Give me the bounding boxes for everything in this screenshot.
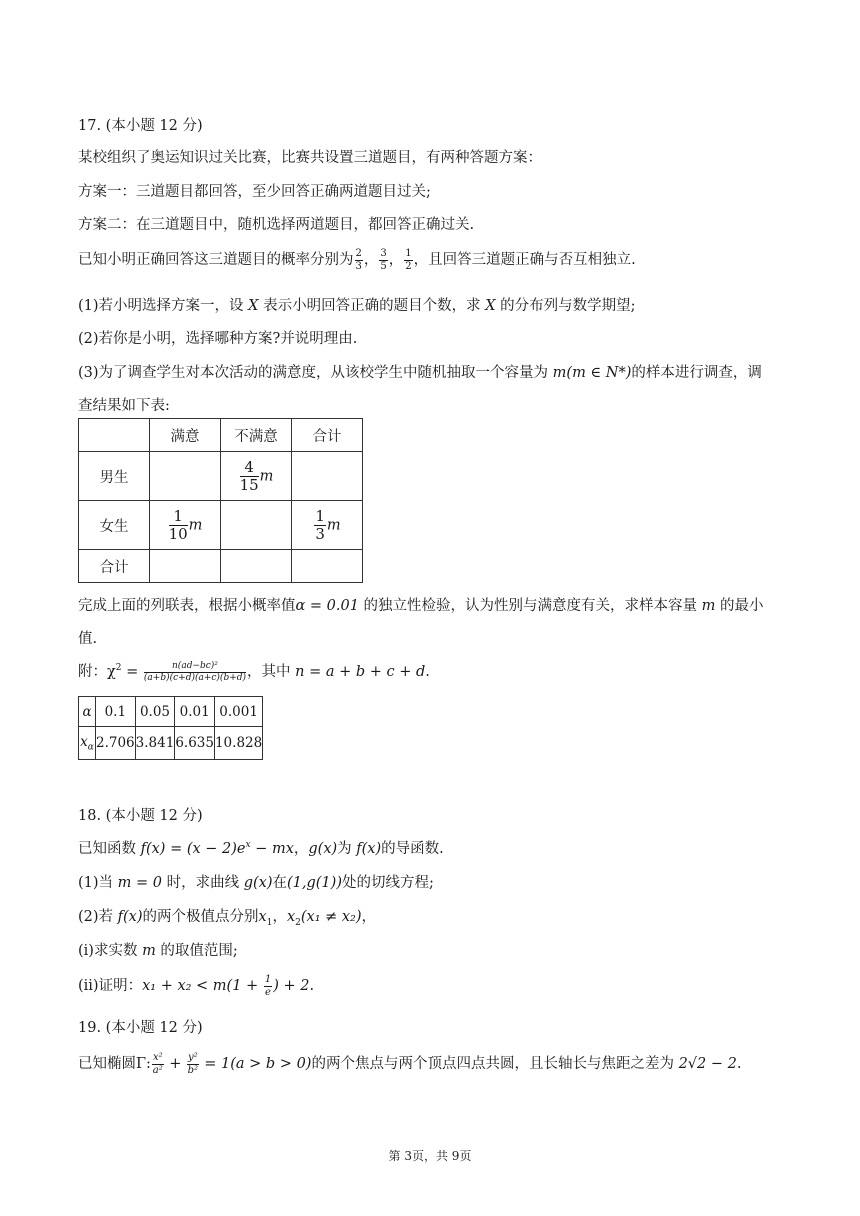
pii-end: ) + 2 [273, 978, 310, 994]
p2-x2: x [286, 909, 296, 925]
q19-eq: = 1(a > b > 0) [199, 1056, 312, 1072]
fraction-num: 1 [315, 506, 325, 525]
fraction-den: 2 [405, 260, 412, 272]
x-label: x [80, 733, 88, 750]
fraction [168, 506, 188, 543]
intro-b: ， [293, 841, 309, 857]
q18-part1 [78, 871, 434, 892]
table-header: 合计 [292, 419, 363, 452]
q17-prob-pre: 已知小明正确回答这三道题目的概率分别为 [78, 252, 354, 268]
part3-condition: (m ∈ N*) [566, 365, 632, 381]
table-cell [221, 550, 292, 583]
formula-eq: = [121, 664, 143, 680]
table-cell [292, 452, 363, 501]
table-cell [221, 452, 292, 501]
fraction [314, 506, 326, 543]
table-row [79, 419, 363, 452]
formula-end: . [425, 664, 430, 680]
fraction-num: 3 [380, 247, 387, 259]
fraction-num: 1 [264, 973, 272, 985]
table-cell [221, 501, 292, 550]
pi-a: (ⅰ)求实数 [78, 943, 143, 959]
row-label-male: 男生 [79, 452, 150, 501]
fraction-num: 1 [169, 509, 188, 526]
part3-text-b: 的样本进行调查，调 [631, 365, 762, 381]
fx2: f(x) [356, 841, 382, 857]
fx: f(x) = (x − 2)e [140, 841, 246, 857]
separator: ， [363, 252, 379, 268]
p1-d: 处的切线方程; [341, 875, 434, 891]
table-cell: 2.706 [96, 727, 136, 760]
fraction-x2 [152, 1053, 164, 1076]
table-header: 不满意 [221, 419, 292, 452]
fraction-den: 3 [315, 524, 325, 543]
q17-title: 17. (本小题 12 分) [78, 118, 203, 134]
q17-prob-line [78, 248, 636, 272]
q17-part3 [78, 361, 762, 382]
fraction [239, 457, 259, 494]
part3-text-a: (3)为了调查学生对本次活动的满意度，从该校学生中随机抽取一个容量为 [78, 365, 553, 381]
fraction-den: 5 [380, 260, 387, 272]
p2-cond: (x₁ ≠ x₂) [300, 909, 362, 925]
table-cell: 0.01 [175, 697, 215, 727]
pi-b: 的取值范围; [155, 943, 238, 959]
q17-part2: (2)若你是小明，选择哪种方案?并说明理由. [78, 331, 358, 347]
formula-n: n = a + b + c + d [295, 664, 426, 680]
q19-text-c: . [736, 1056, 742, 1072]
q18-intro [78, 837, 444, 858]
q19-text-b: 的两个焦点与两个顶点四点共圆，且长轴长与焦距之差为 [311, 1056, 679, 1072]
q17-formula [78, 660, 430, 683]
p1-b: 时，求曲线 [162, 875, 244, 891]
fx-sup: x [245, 840, 251, 851]
fraction-num: y² [187, 1051, 198, 1063]
q17-complete [78, 594, 764, 615]
q18-title: 18. (本小题 12 分) [78, 808, 203, 824]
complete-text-b: 的独立性检验，认为性别与满意度有关，求样本容量 [358, 598, 702, 614]
table-cell [292, 550, 363, 583]
fraction-den: (a+b)(c+d)(a+c)(b+d) [143, 672, 247, 683]
fx-b: − mx [250, 841, 294, 857]
p1-c: 在 [272, 875, 287, 891]
var-m: m [326, 517, 341, 533]
pi-m: m [142, 943, 156, 959]
fraction-p2 [379, 249, 387, 272]
q18-part2-i [78, 939, 238, 960]
table-row [79, 501, 363, 550]
p2-x1: x [258, 909, 267, 925]
p1-g: g(x) [243, 875, 273, 891]
p2-s1: 1 [266, 917, 273, 928]
fraction-p1 [355, 249, 363, 272]
table-row [79, 697, 263, 727]
part1-text-b: 表示小明回答正确的题目个数，求 [258, 298, 486, 314]
p2-a: (2)若 [78, 909, 118, 925]
table-cell: 3.841 [135, 727, 175, 760]
complete-text-c: 的最小 [715, 598, 764, 614]
part1-text-c: 的分布列与数学期望; [495, 298, 636, 314]
table-cell: 0.001 [214, 697, 262, 727]
pii-a: (ⅱ)证明： [78, 978, 143, 994]
formula-post: ，其中 [247, 664, 296, 680]
table-cell: 6.635 [175, 727, 215, 760]
fraction-num: x² [152, 1051, 163, 1063]
chi-square-fraction [144, 662, 246, 683]
fraction-p3 [404, 249, 412, 272]
row-label-total: 合计 [79, 550, 150, 583]
plus: + [164, 1056, 186, 1072]
fraction-num: n(ad−bc)² [144, 662, 246, 673]
p1-a: (1)当 [78, 875, 118, 891]
q19-text [78, 1052, 741, 1076]
contingency-table [78, 418, 363, 583]
p1-m: m = 0 [117, 875, 162, 891]
var-m: m [552, 365, 567, 381]
fraction [264, 975, 272, 998]
pii-dot: . [309, 978, 315, 994]
row-label-female: 女生 [79, 501, 150, 550]
fraction-den: 10 [168, 524, 188, 543]
q19-text-a: 已知椭圆Γ: [78, 1056, 151, 1072]
part1-text-a: (1)若小明选择方案一，设 [78, 298, 249, 314]
page-footer: 第 3页，共 9页 [388, 1149, 472, 1163]
var-m: m [259, 468, 274, 484]
var-m: m [188, 517, 203, 533]
var-m: m [701, 598, 716, 614]
q17-intro: 某校组织了奥运知识过关比赛，比赛共设置三道题目，有两种答题方案： [78, 150, 542, 166]
fraction-y2 [187, 1053, 199, 1076]
q18-part2-ii [78, 974, 314, 998]
q17-plan2: 方案二：在三道题目中，随机选择两道题目，都回答正确过关. [78, 217, 475, 233]
table-cell [292, 501, 363, 550]
fraction-num: 4 [240, 460, 259, 477]
intro-d: 的导函数. [381, 841, 444, 857]
table-row [79, 550, 363, 583]
fraction-num: 2 [355, 247, 362, 259]
q17-complete-cont: 值. [78, 631, 98, 647]
fraction-den: 3 [355, 260, 362, 272]
table-cell [150, 501, 221, 550]
var-x: X [485, 298, 496, 314]
var-x: X [248, 298, 259, 314]
critical-value-table [78, 696, 263, 760]
q19-title: 19. (本小题 12 分) [78, 1020, 203, 1036]
p2-b: 的两个极值点分别 [142, 909, 259, 925]
table-cell: 0.1 [96, 697, 136, 727]
fraction-den: b² [187, 1064, 199, 1076]
x-alpha-label [79, 727, 96, 760]
alpha-eq: α = 0.01 [295, 598, 359, 614]
separator: ， [388, 252, 404, 268]
complete-text-a: 完成上面的列联表，根据小概率值 [78, 598, 296, 614]
q17-prob-post: ，且回答三道题正确与否互相独立. [413, 252, 636, 268]
q19-diff: 2√2 − 2 [678, 1056, 737, 1072]
p2-d: ， [361, 909, 377, 925]
fraction-den: a² [152, 1064, 163, 1076]
table-cell: 10.828 [214, 727, 262, 760]
intro-c: 为 [337, 841, 357, 857]
alpha-label: α [79, 697, 96, 727]
q17-part3-cont: 查结果如下表: [78, 398, 170, 414]
table-cell [150, 550, 221, 583]
formula-sq: 2 [115, 663, 122, 674]
q18-part2 [78, 905, 376, 928]
table-cell [150, 452, 221, 501]
intro-a: 已知函数 [78, 841, 141, 857]
table-row [79, 452, 363, 501]
table-row [79, 727, 263, 760]
p2-f: f(x) [117, 909, 143, 925]
fraction-den: 15 [239, 475, 259, 494]
p2-c: ， [272, 909, 287, 925]
fraction-den: e [265, 986, 271, 998]
p2-s2: 2 [295, 917, 301, 928]
q17-plan1: 方案一：三道题目都回答，至少回答正确两道题目过关; [78, 184, 431, 200]
gx: g(x) [308, 841, 338, 857]
x-sub: α [87, 742, 94, 753]
table-header: 满意 [150, 419, 221, 452]
table-cell: 0.05 [135, 697, 175, 727]
table-cell [79, 419, 150, 452]
pii-expr: x₁ + x₂ < m(1 + [142, 978, 263, 994]
formula-pre: 附：χ [78, 664, 116, 680]
q17-part1 [78, 294, 636, 315]
p1-pt: (1,g(1)) [287, 875, 342, 891]
fraction-num: 1 [405, 247, 412, 259]
